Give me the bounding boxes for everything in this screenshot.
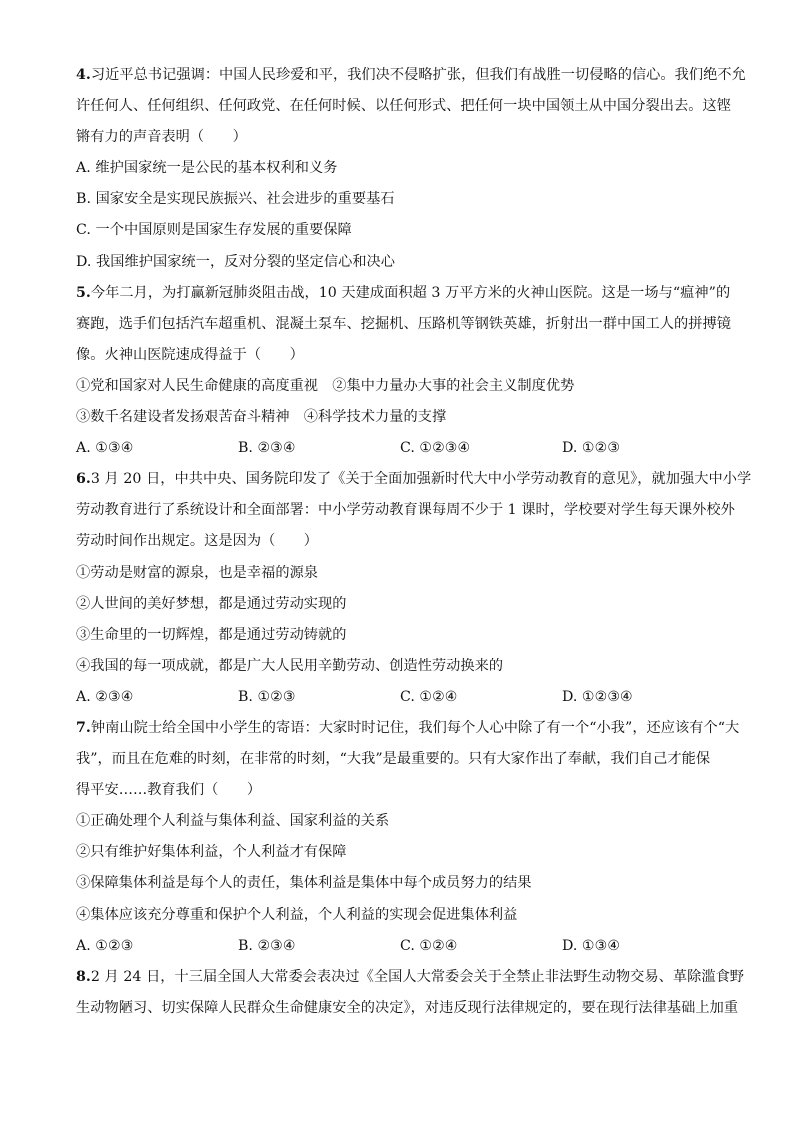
statement-line: ②人世间的美好梦想，都是通过劳动实现的 <box>76 595 347 612</box>
question-stem-line: 生动物陋习、切实保障人民群众生命健康安全的决定》，对违反现行法律规定的，要在现行法律基础上加重 <box>76 999 739 1016</box>
answer-option-d: D. ①③④ <box>562 937 621 954</box>
answer-option-b: B. ②③④ <box>238 937 296 954</box>
question-stem-line: 劳动时间作出规定。这是因为（ ） <box>76 533 319 550</box>
question-5 <box>76 278 731 465</box>
question-6 <box>76 464 752 713</box>
question-stem-line: 许任何人、任何组织、任何政党、在任何时候、以任何形式、把任何一块中国领土从中国分裂出去。这铿 <box>76 98 731 115</box>
answer-option-c: C. 一个中国原则是国家生存发展的重要保障 <box>76 222 352 239</box>
answer-option-b: B. 国家安全是实现民族振兴、社会进步的重要基石 <box>76 191 395 208</box>
question-stem-line: 5.今年二月，为打赢新冠肺炎阻击战，10 天建成面积超 3 万平方米的火神山医院。这是一场与“瘟神”的 <box>76 284 731 301</box>
answer-option-c: C. ①②③④ <box>400 440 471 457</box>
statement-line: ①劳动是财富的源泉，也是幸福的源泉 <box>76 564 319 581</box>
question-8 <box>76 962 745 1024</box>
question-stem-line: 7.钟南山院士给全国中小学生的寄语：大家时时记住，我们每个人心中除了有一个“小我”，还应该有个“大 <box>76 719 740 736</box>
question-stem-line: 劳动教育进行了系统设计和全面部署：中小学劳动教育课每周不少于 1 课时，学校要对学生每天课外校外 <box>76 502 735 519</box>
question-stem-line: 像。火神山医院速成得益于（ ） <box>76 346 304 363</box>
answer-option-a: A. 维护国家统一是公民的基本权利和义务 <box>76 160 338 177</box>
question-number: 5. <box>76 284 91 301</box>
statement-line: ④集体应该充分尊重和保护个人利益，个人利益的实现会促进集体利益 <box>76 906 518 923</box>
question-number: 8. <box>76 968 91 985</box>
question-4 <box>76 60 746 278</box>
statement-line: ④我国的每一项成就，都是广大人民用辛勤劳动、创造性劳动换来的 <box>76 657 504 674</box>
answer-options-row <box>76 931 726 962</box>
answer-option-d: D. ①②③ <box>562 440 621 457</box>
answer-option-c: C. ①②④ <box>400 688 458 705</box>
question-stem-line: 得平安……教育我们（ ） <box>76 782 262 799</box>
question-stem-line: 4.习近平总书记强调：中国人民珍爱和平，我们决不侵略扩张，但我们有战胜一切侵略的信心。我们绝不允 <box>76 67 746 83</box>
statement-line: ①党和国家对人民生命健康的高度重视 ②集中力量办大事的社会主义制度优势 <box>76 377 575 394</box>
answer-option-b: B. ①②③ <box>238 688 296 705</box>
statement-line: ③保障集体利益是每个人的责任，集体利益是集体中每个成员努力的结果 <box>76 875 532 892</box>
answer-options-row <box>76 433 726 464</box>
answer-options-row <box>76 682 726 713</box>
question-number: 7. <box>76 719 91 736</box>
question-7 <box>76 713 740 962</box>
statement-line: ①正确处理个人利益与集体利益、国家利益的关系 <box>76 813 390 830</box>
answer-option-d: D. ①②③④ <box>562 688 633 705</box>
answer-option-c: C. ①②④ <box>400 937 458 954</box>
answer-option-a: A. ②③④ <box>76 688 134 705</box>
document-page <box>76 60 752 1024</box>
answer-option-b: B. ②③④ <box>238 440 296 457</box>
answer-option-a: A. ①②③ <box>76 937 134 954</box>
question-number: 4. <box>76 67 91 83</box>
statement-line: ③数千名建设者发扬艰苦奋斗精神 ④科学技术力量的支撑 <box>76 409 447 426</box>
answer-option-a: A. ①③④ <box>76 440 134 457</box>
statement-line: ②只有维护好集体利益，个人利益才有保障 <box>76 844 347 861</box>
question-stem-line: 6.3 月 20 日，中共中央、国务院印发了《关于全面加强新时代大中小学劳动教育的意见》，就加强大中小学 <box>76 471 752 488</box>
question-stem-line: 我”，而且在危难的时刻，在非常的时刻，“大我”是最重要的。只有大家作出了奉献，我们自己才能保 <box>76 751 711 768</box>
question-stem-line: 8.2 月 24 日，十三届全国人大常委会表决过《全国人大常委会关于全禁止非法野生动物交易、革除滥食野 <box>76 968 745 985</box>
question-stem-line: 锵有力的声音表明（ ） <box>76 129 247 146</box>
question-number: 6. <box>76 471 91 488</box>
statement-line: ③生命里的一切辉煌，都是通过劳动铸就的 <box>76 626 347 643</box>
question-stem-line: 赛跑，选手们包括汽车超重机、混凝土泵车、挖掘机、压路机等钢铁英雄，折射出一群中国工人的拼搏镜 <box>76 315 731 332</box>
answer-option-d: D. 我国维护国家统一，反对分裂的坚定信心和决心 <box>76 253 396 270</box>
